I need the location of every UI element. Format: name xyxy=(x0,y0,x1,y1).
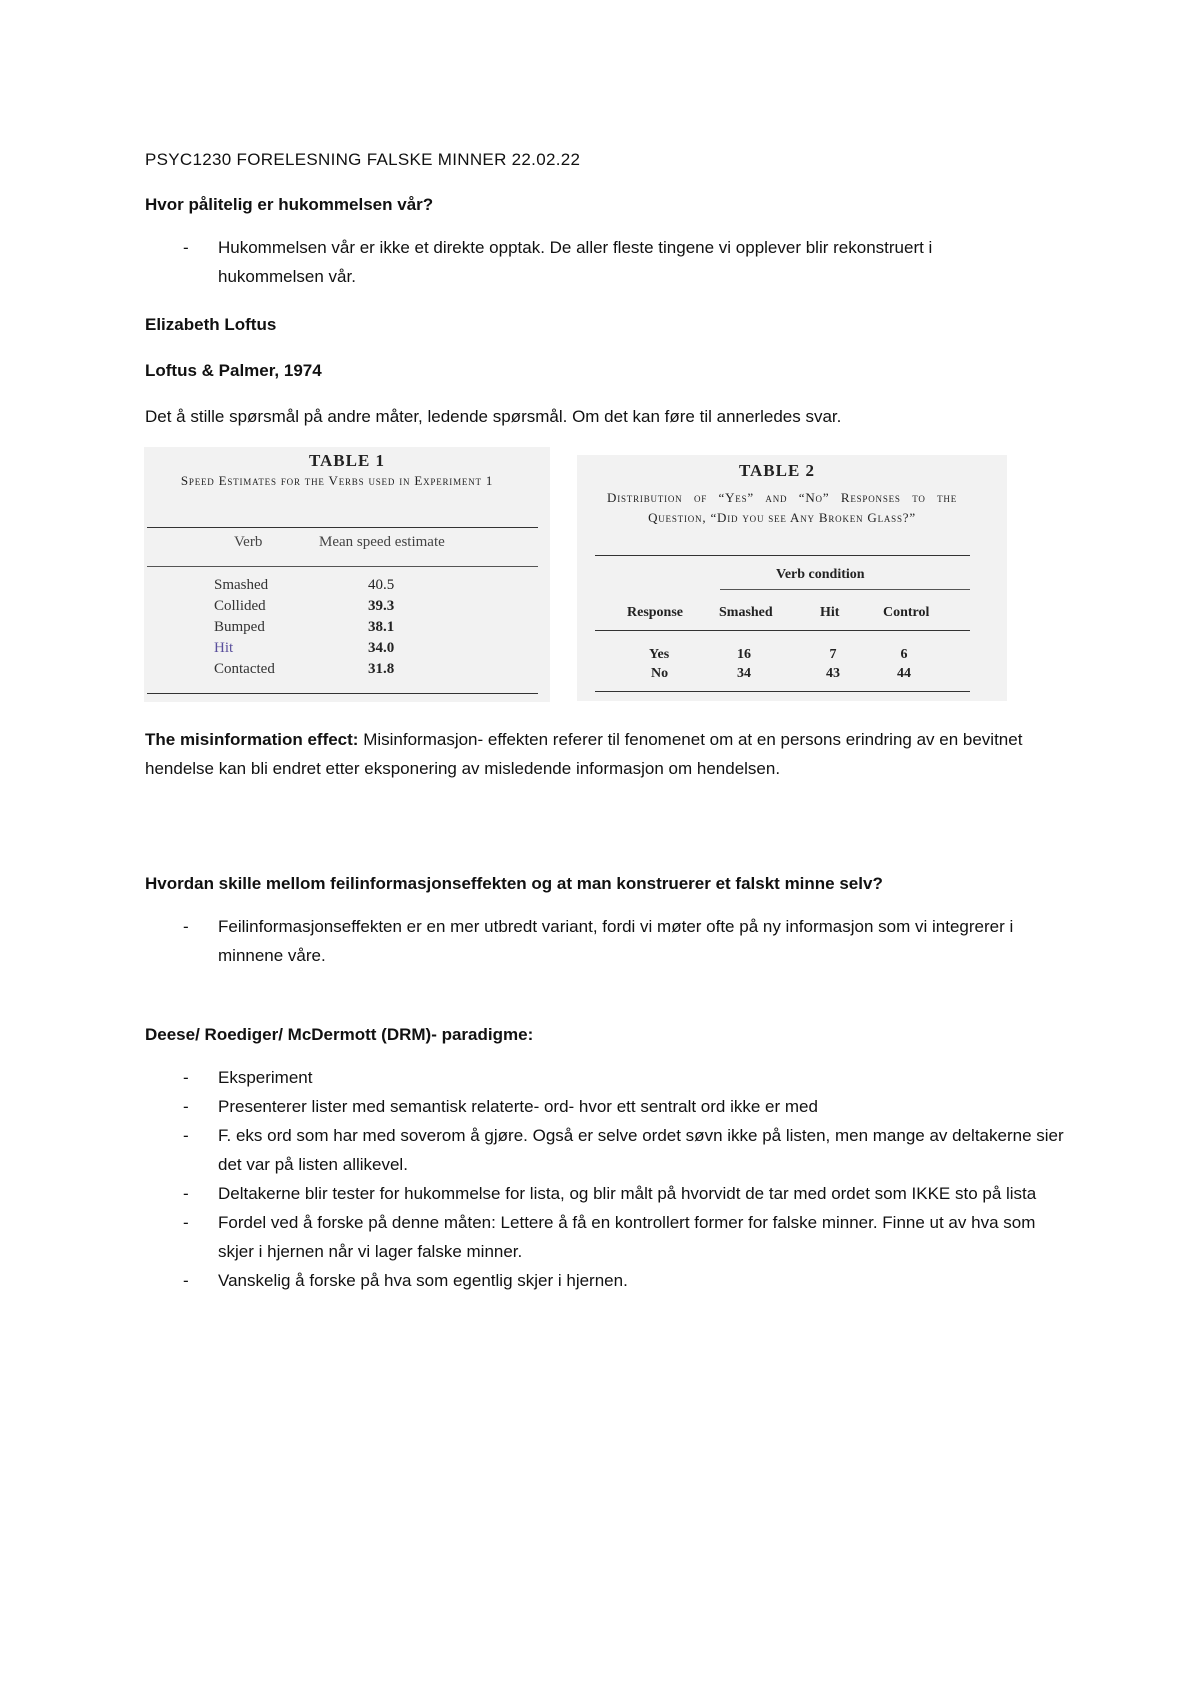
table2-col-response: Response xyxy=(627,605,684,620)
heading-drm-paradigm: Deese/ Roediger/ McDermott (DRM)- paradigme: xyxy=(145,1025,534,1044)
table1-top-rule xyxy=(147,527,538,528)
document-title: PSYC1230 FORELESNING FALSKE MINNER 22.02.22 xyxy=(145,150,581,169)
table2-value: 43 xyxy=(826,666,840,681)
table2-caption: Distribution of “Yes” and “No” Responses to the Question, “Did you see Any Broken Glass?” xyxy=(607,490,957,525)
table1-value: 31.8 xyxy=(368,661,395,677)
table1-value: 40.5 xyxy=(368,577,395,593)
table2-response: No xyxy=(651,666,669,681)
list-item xyxy=(145,912,1075,970)
table1-col-verb: Verb xyxy=(234,534,263,550)
table1-value: 34.0 xyxy=(368,640,395,656)
table1-caption: Speed Estimates for the Verbs used in Experiment 1 xyxy=(180,473,494,488)
table2-value: 6 xyxy=(900,647,908,662)
table1-verb: Hit xyxy=(214,640,234,656)
table2-value: 16 xyxy=(737,647,751,662)
bullet-dash: - xyxy=(183,1184,189,1203)
table1-header-rule xyxy=(147,566,538,567)
heading-loftus-palmer: Loftus & Palmer, 1974 xyxy=(145,361,322,380)
table2-col-hit: Hit xyxy=(820,605,840,620)
table2-header-rule xyxy=(595,630,970,631)
table2-value: 44 xyxy=(897,666,911,681)
bullet-text: Eksperiment xyxy=(218,1068,313,1087)
bullet-text: Vanskelig å forske på hva som egentlig skjer i hjernen. xyxy=(218,1271,628,1290)
table2-group-rule xyxy=(720,589,970,590)
table2-top-rule xyxy=(595,555,970,556)
table2-response: Yes xyxy=(649,647,670,662)
table1-title: TABLE 1 xyxy=(308,451,386,470)
table2-value: 7 xyxy=(829,647,837,662)
bullet-text: Presenterer lister med semantisk relaterte- ord- hvor ett sentralt ord ikke er med xyxy=(218,1097,818,1116)
list-item xyxy=(145,1121,1075,1179)
table1-image xyxy=(144,447,550,702)
table2-col-control: Control xyxy=(883,605,930,620)
table1-verb: Collided xyxy=(214,598,266,614)
list-item xyxy=(145,1266,1075,1295)
table1-value: 39.3 xyxy=(368,598,395,614)
list-item xyxy=(145,1179,1075,1208)
table2-title: TABLE 2 xyxy=(738,461,816,480)
bullet-list-distinguish xyxy=(145,912,1075,970)
heading-elizabeth-loftus: Elizabeth Loftus xyxy=(145,315,277,334)
table1-verb: Bumped xyxy=(214,619,265,635)
bullet-dash: - xyxy=(183,1126,189,1145)
paragraph-misinformation-effect xyxy=(145,725,1045,783)
table1-bottom-rule xyxy=(147,693,538,694)
bullet-text: Hukommelsen vår er ikke et direkte opptak. De aller fleste tingene vi opplever blir rekonstruert i hukommelsen vår. xyxy=(218,238,933,286)
bullet-dash: - xyxy=(183,1213,189,1232)
bullet-dash: - xyxy=(183,238,189,257)
list-item xyxy=(145,1208,1075,1266)
bullet-dash: - xyxy=(183,1271,189,1290)
table2-col-smashed: Smashed xyxy=(719,605,773,620)
table1-verb: Smashed xyxy=(214,577,269,593)
bullet-text: Feilinformasjonseffekten er en mer utbredt variant, fordi vi møter ofte på ny informasjon som vi integrerer i minnene våre. xyxy=(218,917,1014,965)
bullet-dash: - xyxy=(183,917,189,936)
heading-distinguish-effects: Hvordan skille mellom feilinformasjonseffekten og at man konstruerer et falskt minne selv? xyxy=(145,874,883,893)
bullet-text: Deltakerne blir tester for hukommelse for lista, og blir målt på hvorvidt de tar med ordet som IKKE sto på lista xyxy=(218,1184,1037,1203)
list-item xyxy=(145,1063,1075,1092)
misinformation-term: The misinformation effect: xyxy=(145,730,359,749)
table1-value: 38.1 xyxy=(368,619,395,635)
misinformation-definition: Misinformasjon- effekten referer til fenomenet om at en persons erindring av en bevitnet hendelse kan bli endret etter eksponering av misledende informasjon om hendelsen. xyxy=(145,730,1023,778)
table2-group-header: Verb condition xyxy=(776,567,865,582)
table2-image xyxy=(577,455,1007,701)
bullet-text: F. eks ord som har med soverom å gjøre. Også er selve ordet søvn ikke på listen, men mange av deltakerne sier det var på listen allikevel. xyxy=(218,1126,1064,1174)
table2-bottom-rule xyxy=(595,691,970,692)
bullet-list-reliability xyxy=(145,233,1005,291)
table2-value: 34 xyxy=(737,666,751,681)
bullet-dash: - xyxy=(183,1097,189,1116)
heading-memory-reliability: Hvor pålitelig er hukommelsen vår? xyxy=(145,195,434,214)
bullet-dash: - xyxy=(183,1068,189,1087)
table1-verb: Contacted xyxy=(214,661,275,677)
paragraph-leading-questions: Det å stille spørsmål på andre måter, ledende spørsmål. Om det kan føre til annerledes svar. xyxy=(145,407,842,426)
list-item xyxy=(145,233,1005,291)
list-item xyxy=(145,1092,1075,1121)
bullet-list-drm xyxy=(145,1063,1075,1295)
table1-col-estimate: Mean speed estimate xyxy=(319,534,445,550)
bullet-text: Fordel ved å forske på denne måten: Lettere å få en kontrollert former for falske minner. Finne ut av hva som skjer i hjernen når vi lager falske minner. xyxy=(218,1213,1036,1261)
